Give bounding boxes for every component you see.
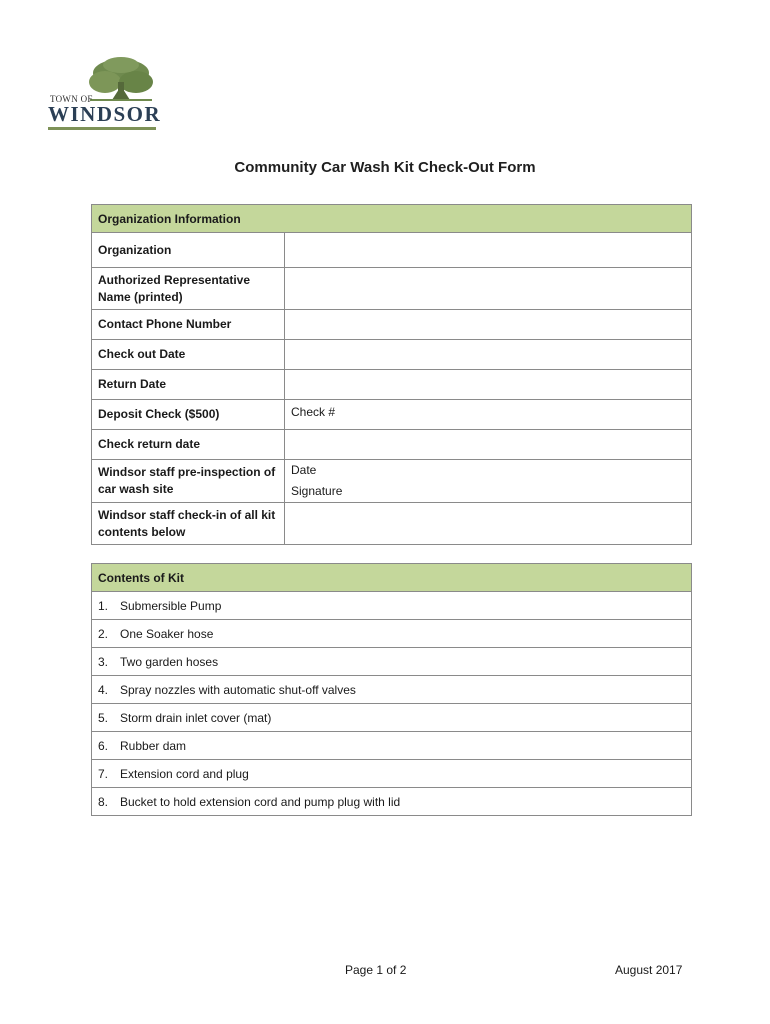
field-value-representative[interactable] xyxy=(285,268,692,310)
footer-date: August 2017 xyxy=(615,963,683,977)
organization-table xyxy=(91,204,692,545)
pre-inspection-date-label: Date xyxy=(291,463,317,477)
list-item: 3. Two garden hoses xyxy=(92,648,692,676)
field-label-deposit-check: Deposit Check ($500) xyxy=(92,400,285,430)
tree-icon xyxy=(88,56,154,102)
list-item: 8. Bucket to hold extension cord and pump plug with lid xyxy=(92,788,692,816)
list-item: 1. Submersible Pump xyxy=(92,592,692,620)
field-label-representative: Authorized Representative Name (printed) xyxy=(92,268,285,310)
field-value-check-in[interactable] xyxy=(285,503,692,545)
list-item: 6. Rubber dam xyxy=(92,732,692,760)
field-label-return-date: Return Date xyxy=(92,370,285,400)
list-item: 2. One Soaker hose xyxy=(92,620,692,648)
field-value-pre-inspection[interactable] xyxy=(285,460,692,503)
field-label-check-in: Windsor staff check-in of all kit contents below xyxy=(92,503,285,545)
section-header: Contents of Kit xyxy=(92,564,692,592)
page-number: Page 1 of 2 xyxy=(345,963,407,977)
field-value-checkout-date[interactable] xyxy=(285,340,692,370)
field-value-return-date[interactable] xyxy=(285,370,692,400)
field-label-phone: Contact Phone Number xyxy=(92,310,285,340)
list-item: 4. Spray nozzles with automatic shut-off valves xyxy=(92,676,692,704)
town-logo xyxy=(48,56,160,130)
page-title: Community Car Wash Kit Check-Out Form xyxy=(234,159,536,176)
list-item: 7. Extension cord and plug xyxy=(92,760,692,788)
section-header: Organization Information xyxy=(92,205,692,233)
kit-contents-table xyxy=(91,563,692,816)
field-value-phone[interactable] xyxy=(285,310,692,340)
list-item: 5. Storm drain inlet cover (mat) xyxy=(92,704,692,732)
field-value-organization[interactable] xyxy=(285,233,692,268)
field-label-pre-inspection: Windsor staff pre-inspection of car wash site xyxy=(92,460,285,503)
logo-underline xyxy=(48,127,156,130)
logo-brand-name: WINDSOR xyxy=(48,102,162,126)
logo-town-label: TOWN OF xyxy=(50,94,93,104)
field-value-check-number[interactable]: Check # xyxy=(285,400,692,430)
field-label-checkout-date: Check out Date xyxy=(92,340,285,370)
field-label-organization: Organization xyxy=(92,233,285,268)
pre-inspection-signature-label: Signature xyxy=(291,484,343,498)
field-value-check-return-date[interactable] xyxy=(285,430,692,460)
field-label-check-return-date: Check return date xyxy=(92,430,285,460)
